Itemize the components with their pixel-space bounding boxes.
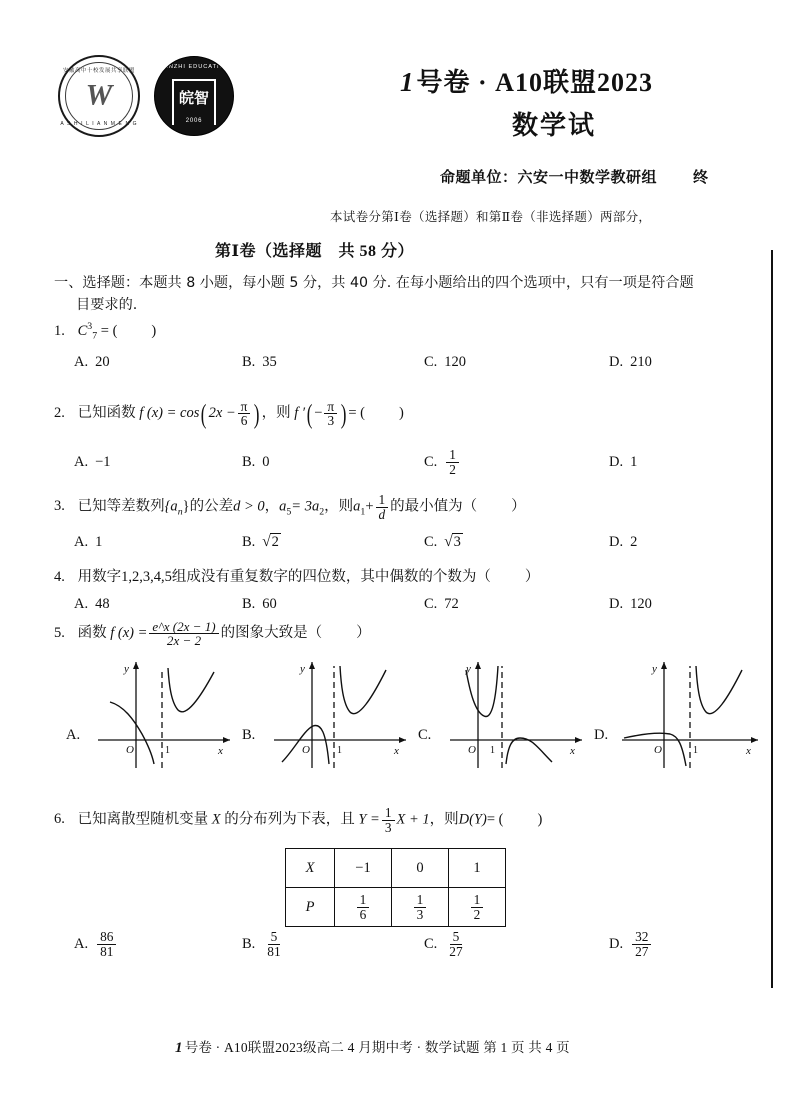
fraction-numerator: 5 [450, 930, 463, 945]
svg-text:O: O [468, 744, 476, 756]
combination-symbol: C [77, 322, 88, 339]
fraction-denominator: 81 [267, 943, 281, 959]
page-subtitle: 数学试 [512, 111, 597, 140]
svg-text:1: 1 [165, 745, 170, 756]
fraction-numerator: π [324, 400, 337, 415]
svg-text:O: O [126, 744, 134, 756]
option-b[interactable] [242, 354, 424, 371]
fraction-numerator: 1 [414, 893, 427, 908]
credit-tail: 终 [693, 170, 709, 186]
fraction-denominator: 3 [327, 413, 335, 429]
p-fraction-2 [414, 893, 427, 921]
option-a[interactable] [74, 533, 242, 551]
question-6-options-row [54, 930, 770, 958]
graph-c-label: C. [418, 726, 432, 743]
question-2-text: 已知函数 [77, 404, 136, 421]
blank-close: ） [511, 498, 526, 515]
option-a-label: A. [74, 533, 89, 550]
logo-arc-bottom-text: A S H I L I A N M E N G [60, 121, 138, 127]
question-4 [54, 567, 770, 613]
function-fraction [149, 620, 218, 648]
p-value-3 [449, 888, 506, 927]
option-b-label: B. [242, 935, 256, 952]
blank-close: ) [151, 322, 157, 339]
option-d[interactable] [609, 533, 637, 551]
option-a-value: 20 [95, 353, 110, 370]
page-title [400, 62, 800, 99]
question-6-number: 6. [54, 811, 65, 828]
derivative-argument: − [314, 404, 323, 421]
graph-option-a[interactable] [66, 650, 242, 772]
option-b[interactable] [242, 533, 424, 551]
fraction-denominator: 3 [384, 819, 392, 835]
option-a-label: A. [74, 453, 89, 470]
svg-text:1: 1 [490, 745, 495, 756]
derivative-symbol: f ′ [294, 404, 306, 421]
fraction-denominator: 6 [240, 413, 248, 429]
question-3-text-4: 的最小值为（ [390, 498, 478, 515]
graph-a-svg [90, 650, 240, 772]
fraction-numerator: 1 [471, 893, 484, 908]
question-1 [54, 320, 770, 371]
question-5 [54, 620, 770, 648]
svg-text:y: y [124, 663, 129, 675]
question-6-text-mid: 的分布列为下表，且 [224, 811, 355, 828]
option-b-sqrt [262, 533, 281, 551]
question-1-options [74, 354, 770, 371]
variance-expression: D(Y) [458, 811, 487, 828]
svg-text:y: y [466, 663, 471, 675]
svg-text:x: x [218, 745, 223, 757]
function-expression: f (x) = [110, 625, 148, 642]
credit-label: 命题单位：六安一中数学教研组 [440, 170, 658, 186]
fraction-numerator: 32 [632, 930, 651, 945]
fraction-numerator: 86 [97, 930, 116, 945]
a1-subscript: 1 [360, 506, 366, 518]
question-2-stem [54, 393, 770, 434]
logo-arc-top-text: WANZHI EDUCATION [158, 64, 230, 70]
p-value-2 [392, 888, 449, 927]
svg-text:y: y [652, 663, 657, 675]
question-4-options [74, 596, 770, 613]
blank-close: ) [398, 404, 404, 421]
right-paren-2: ) [340, 398, 347, 429]
option-d-value: 1 [630, 453, 638, 470]
question-5-stem [54, 620, 770, 648]
option-b-value: 60 [262, 595, 277, 612]
option-d-label: D. [609, 595, 624, 612]
question-2 [54, 393, 770, 477]
question-4-stem [54, 567, 770, 589]
option-b[interactable] [242, 448, 424, 476]
p-value-1 [335, 888, 392, 927]
radical-sign: √ [444, 533, 453, 551]
fraction-denominator: 2 [473, 906, 481, 922]
option-a[interactable] [74, 596, 242, 613]
question-4-text: 用数字1,2,3,4,5组成没有重复数字的四位数，其中偶数的个数为（ [77, 569, 491, 585]
option-b-fraction [264, 930, 283, 958]
left-paren-2: ( [306, 398, 313, 429]
option-d[interactable] [609, 354, 652, 371]
option-a-value: 1 [95, 533, 103, 550]
y-equation-tail: X + 1 [396, 811, 430, 828]
option-a[interactable] [74, 448, 242, 476]
option-c-label: C. [424, 595, 438, 612]
brand-mark: 1 [400, 67, 415, 97]
radicand: 3 [453, 534, 461, 551]
right-paren: ) [254, 398, 260, 429]
option-c-label: C. [424, 453, 438, 470]
option-a[interactable] [74, 354, 242, 371]
question-6-options [74, 930, 770, 958]
option-a-label: A. [74, 595, 89, 612]
fraction-pi-6 [238, 400, 251, 428]
svg-text:O: O [654, 744, 662, 756]
option-c-label: C. [424, 935, 438, 952]
row-label-x: X [286, 849, 335, 888]
fraction-denominator: 27 [635, 943, 649, 959]
question-4-number: 4. [54, 569, 65, 585]
fraction-denominator: 3 [416, 906, 424, 922]
option-b[interactable] [242, 930, 424, 958]
footer-text: 号卷 · A10联盟2023级高二 4 月期中考 · 数学试题 第 1 页 共 4 页 [184, 1040, 570, 1055]
question-2-tail: ，则 [261, 404, 291, 421]
x-value-3: 1 [449, 849, 506, 888]
option-c-sqrt [444, 533, 463, 551]
question-3-text-3: ，则 [324, 498, 354, 515]
svg-text:1: 1 [693, 745, 698, 756]
option-d-label: D. [609, 935, 624, 952]
option-c[interactable] [424, 533, 609, 551]
a5-subscript: 5 [286, 506, 292, 518]
sequence-set-end: } [182, 498, 190, 515]
fraction-numerator: 1 [357, 893, 370, 908]
equals-blank: = ( [100, 322, 118, 339]
fraction-numerator: 1 [376, 493, 389, 508]
question-5-graph-options [66, 650, 772, 772]
question-6-text-pre: 已知离散型随机变量 [77, 811, 209, 828]
fraction-denominator: d [378, 506, 386, 522]
svg-text:x: x [746, 745, 751, 757]
graph-d-svg [618, 650, 768, 772]
option-d-value: 210 [630, 353, 652, 370]
logo-arc-top-text: 安徽高中十校发展共享联盟 [63, 68, 135, 74]
question-6-stem [54, 806, 770, 834]
fraction-denominator: 6 [359, 906, 367, 922]
option-c[interactable] [424, 596, 609, 613]
option-c-value: 72 [444, 595, 459, 612]
logo-monogram: W [85, 78, 113, 112]
page-title-text: 号卷 · A10联盟2023 [416, 68, 653, 97]
a2-subscript: 2 [319, 506, 325, 518]
table-row-x [286, 849, 506, 888]
graph-option-d[interactable] [594, 650, 770, 772]
question-5-number: 5. [54, 625, 65, 642]
combination-superscript: 3 [87, 321, 93, 332]
question-1-number: 1. [54, 322, 65, 339]
option-d[interactable] [609, 596, 652, 613]
x-value-2: 0 [392, 849, 449, 888]
option-a-label: A. [74, 353, 89, 370]
radicand: 2 [271, 534, 279, 551]
option-d[interactable] [609, 448, 637, 476]
plus-sign: + [365, 498, 374, 515]
option-b-label: B. [242, 595, 256, 612]
ashi-lianmeng-logo [58, 55, 140, 137]
y-equation: Y = [358, 811, 380, 828]
combination-subscript: 7 [92, 330, 98, 342]
fraction-denominator: 2x − 2 [166, 633, 202, 649]
svg-text:x: x [394, 745, 399, 757]
option-a-label: A. [74, 935, 89, 952]
coefficient-fraction [382, 806, 395, 834]
left-paren: ( [201, 398, 207, 429]
option-c[interactable] [424, 448, 609, 476]
question-3-text-1: 已知等差数列 [77, 498, 165, 515]
option-c-fraction [446, 930, 465, 958]
question-3-number: 3. [54, 498, 65, 515]
option-c[interactable] [424, 930, 609, 958]
equals-blank: = ( [486, 811, 504, 828]
option-a[interactable] [74, 930, 242, 958]
graph-d-label: D. [594, 726, 609, 743]
graph-option-c[interactable] [418, 650, 594, 772]
equals-blank: = ( [348, 404, 365, 421]
fraction-denominator: 27 [449, 943, 463, 959]
svg-text:y: y [300, 663, 305, 675]
section-instructions-line1: 一、选择题：本题共 8 小题，每小题 5 分，共 40 分. 在每小题给出的四个选项中，只有一项是符合题 [54, 275, 694, 291]
option-c[interactable] [424, 354, 609, 371]
option-b-label: B. [242, 453, 256, 470]
blank-close: ） [524, 569, 540, 585]
option-b[interactable] [242, 596, 424, 613]
fraction-numerator: π [238, 400, 251, 415]
function-expression: f (x) = cos [139, 404, 200, 421]
fraction-numerator: e^x (2x − 1) [149, 620, 218, 634]
fraction-numerator: 5 [268, 930, 281, 945]
fraction-pi-3 [324, 400, 337, 428]
svg-text:O: O [302, 744, 310, 756]
section-instructions [54, 272, 754, 316]
blank-close: ） [356, 625, 371, 642]
question-3-options [74, 533, 770, 551]
option-c-fraction [446, 448, 459, 476]
option-d-fraction [632, 930, 651, 958]
fraction-1-over-d [376, 493, 389, 521]
sequence-index: n [177, 506, 183, 518]
radical-sign: √ [262, 533, 271, 551]
question-2-number: 2. [54, 404, 65, 421]
question-5-text-post: 的图象大致是（ [220, 625, 323, 642]
question-3-comma: ， [264, 498, 280, 515]
graph-c-svg [442, 650, 592, 772]
fraction-numerator: 1 [382, 806, 395, 821]
cos-argument: 2x − [208, 404, 236, 421]
table-row-p [286, 888, 506, 927]
fraction-denominator: 2 [449, 461, 456, 477]
p-fraction-1 [357, 893, 370, 921]
exam-title-block [400, 62, 800, 142]
option-d-label: D. [609, 453, 624, 470]
graph-a-label: A. [66, 726, 81, 743]
fraction-denominator: 81 [100, 943, 114, 959]
svg-text:x: x [570, 745, 575, 757]
question-5-text-pre: 函数 [77, 625, 107, 642]
p-fraction-3 [471, 893, 484, 921]
row-label-p: P [286, 888, 335, 927]
option-a-value: 48 [95, 595, 110, 612]
footer-brand-mark: 1 [175, 1040, 183, 1056]
wanzhi-education-logo [154, 56, 234, 136]
a5-symbol: a [279, 498, 287, 515]
option-b-value: 35 [262, 353, 277, 370]
graph-b-label: B. [242, 726, 256, 743]
blank-close: ) [537, 811, 543, 828]
logo-group [58, 55, 234, 137]
difference-condition: d > 0 [233, 498, 265, 515]
part-one-heading: 第Ⅰ卷（选择题 共 58 分） [215, 243, 414, 260]
option-d-value: 120 [630, 595, 652, 612]
logo-year-text: 2006 [185, 118, 203, 124]
question-3-stem [54, 493, 770, 521]
sequence-set: {a [164, 498, 178, 515]
section-instructions-line2: 目要求的. [76, 297, 138, 313]
option-c-value: 120 [444, 353, 467, 370]
option-a-fraction [97, 930, 116, 958]
option-c-label: C. [424, 533, 438, 550]
page-footer [175, 1036, 570, 1057]
option-d[interactable] [609, 930, 653, 958]
option-b-label: B. [242, 353, 256, 370]
option-d-label: D. [609, 533, 624, 550]
option-d-value: 2 [630, 533, 638, 550]
a5-equation: = 3a [291, 498, 320, 515]
question-6-then: ，则 [429, 811, 459, 828]
distribution-table [285, 848, 506, 927]
option-c-label: C. [424, 353, 438, 370]
page-border-rule [771, 250, 773, 988]
logo-center-text: 皖智 [178, 91, 210, 107]
question-3-text-2: 的公差 [189, 498, 234, 515]
option-a-value: −1 [95, 453, 111, 470]
graph-b-svg [266, 650, 416, 772]
svg-text:1: 1 [337, 745, 342, 756]
question-1-stem [54, 320, 770, 345]
option-b-value: 0 [262, 453, 270, 470]
option-b-label: B. [242, 533, 256, 550]
a1-symbol: a [353, 498, 361, 515]
option-d-label: D. [609, 353, 624, 370]
question-3 [54, 493, 770, 551]
exam-notice: 本试卷分第Ⅰ卷（选择题）和第Ⅱ卷（非选择题）两部分， [330, 210, 652, 224]
fraction-numerator: 1 [446, 448, 459, 463]
credit-line [440, 166, 709, 187]
question-6 [54, 806, 770, 834]
question-2-options [74, 448, 770, 476]
graph-option-b[interactable] [242, 650, 418, 772]
x-value-1: −1 [335, 849, 392, 888]
random-variable-x: X [211, 811, 221, 828]
